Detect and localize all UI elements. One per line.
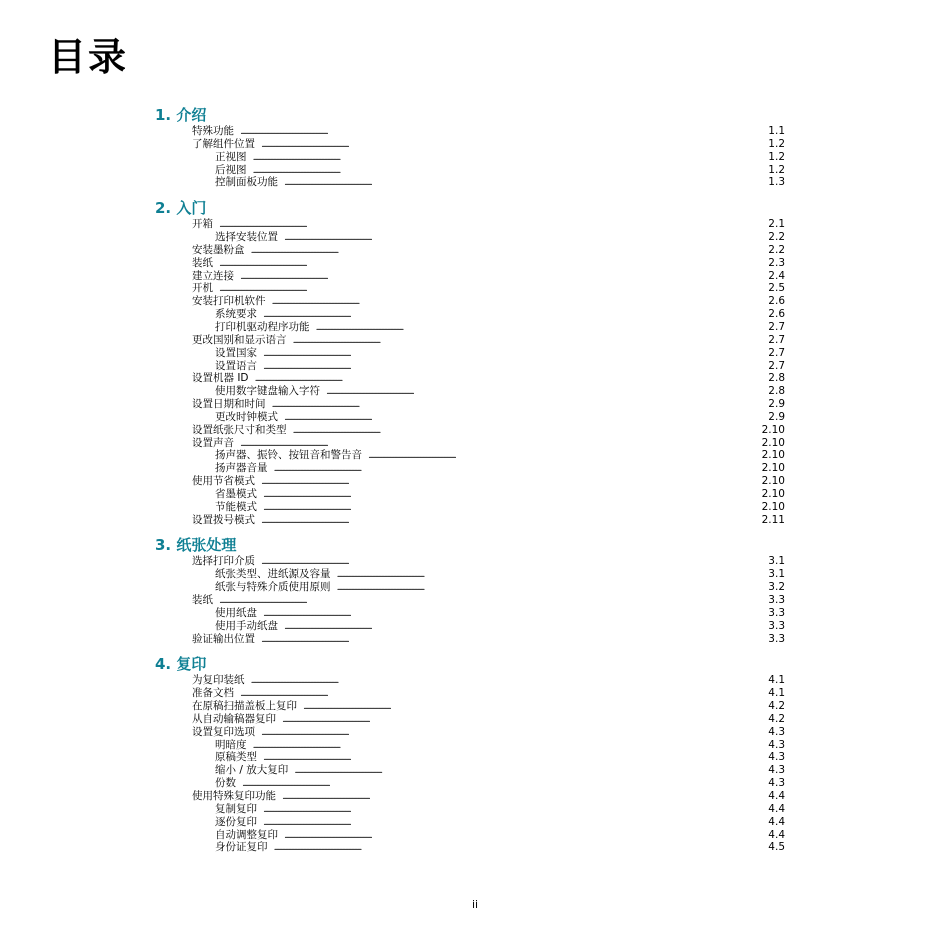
toc-entry[interactable]	[155, 816, 785, 829]
toc-entry-page: 2.10	[761, 500, 785, 513]
page-number: ii	[471, 898, 479, 911]
dot-leader	[219, 594, 761, 608]
toc-entry-label: 装纸	[192, 594, 213, 606]
toc-entry[interactable]	[155, 218, 785, 231]
toc-entry-page: 2.7	[768, 359, 785, 372]
toc-entry-label: 设置纸张尺寸和类型	[192, 423, 287, 436]
toc-entry-label: 缩小 / 放大复印	[215, 764, 289, 777]
toc-entry-label: 身份证复印	[215, 841, 268, 854]
dot-leader	[293, 424, 758, 438]
toc-entry-label: 从自动输稿器复印	[192, 712, 276, 725]
toc-entry-page: 4.3	[768, 764, 785, 777]
toc-entry-label: 特殊功能	[192, 125, 234, 137]
toc-entry-page: 2.8	[768, 385, 785, 398]
toc-entry-label: 份数	[215, 777, 236, 790]
dot-leader	[337, 568, 762, 582]
toc-entry-label: 明暗度	[215, 738, 247, 751]
dot-leader	[263, 816, 761, 830]
toc-entry-page: 2.9	[768, 410, 785, 423]
toc-entry-label: 了解组件位置	[192, 137, 255, 150]
dot-leader	[261, 633, 761, 647]
toc-entry-page: 4.4	[768, 815, 785, 828]
toc-entry[interactable]	[155, 751, 785, 764]
toc-entry-page: 3.1	[768, 555, 785, 568]
toc-entry-label: 选择打印介质	[192, 555, 255, 568]
toc-entry-label: 使用数字键盘输入字符	[215, 385, 320, 398]
toc-entry-page: 3.3	[768, 619, 785, 632]
toc-entry-label: 扬声器音量	[215, 462, 268, 475]
toc-entry-page: 2.5	[768, 282, 785, 295]
dot-leader	[263, 751, 761, 765]
chapter-heading[interactable]: 2. 入门	[155, 199, 207, 218]
toc-entry[interactable]	[155, 739, 785, 752]
dot-leader	[261, 555, 761, 569]
dot-leader	[261, 514, 758, 528]
toc-entry[interactable]	[155, 501, 785, 514]
toc-entry[interactable]	[155, 282, 785, 295]
toc-entry-page: 2.2	[768, 243, 785, 256]
toc-entry[interactable]	[155, 555, 785, 568]
toc-entry-page: 4.2	[768, 712, 785, 725]
dot-leader	[219, 257, 761, 271]
toc-entry-label: 原稿类型	[215, 751, 257, 764]
toc-entry-label: 使用节省模式	[192, 475, 255, 488]
toc-entry[interactable]	[155, 411, 785, 424]
dot-leader	[263, 360, 761, 374]
table-of-contents	[155, 106, 785, 864]
toc-entry-page: 2.6	[768, 308, 785, 321]
toc-entry-label: 设置国家	[215, 346, 257, 359]
toc-entry[interactable]	[155, 449, 785, 462]
dot-leader	[242, 777, 761, 791]
toc-entry-page: 2.10	[761, 487, 785, 500]
toc-entry-page: 1.3	[768, 176, 785, 189]
toc-entry-page: 1.2	[768, 137, 785, 150]
dot-leader	[263, 607, 761, 621]
toc-entry-label: 设置机器 ID	[192, 372, 249, 385]
toc-entry-label: 开机	[192, 282, 213, 295]
toc-entry[interactable]	[155, 777, 785, 790]
toc-entry-label: 建立连接	[192, 269, 234, 282]
toc-entry[interactable]	[155, 270, 785, 283]
toc-entry-label: 使用手动纸盘	[215, 619, 278, 632]
toc-entry[interactable]	[155, 138, 785, 151]
toc-entry[interactable]	[155, 700, 785, 713]
toc-entry-label: 验证输出位置	[192, 632, 255, 645]
toc-entry-label: 开箱	[192, 218, 213, 231]
toc-entry[interactable]	[155, 151, 785, 164]
dot-leader	[284, 176, 761, 190]
dot-leader	[261, 138, 761, 152]
dot-leader	[337, 581, 762, 595]
toc-entry-page: 2.10	[761, 449, 785, 462]
toc-chapter	[155, 199, 785, 526]
toc-entry[interactable]	[155, 674, 785, 687]
toc-entry-page: 2.7	[768, 333, 785, 346]
toc-entry[interactable]	[155, 334, 785, 347]
toc-entry-label: 节能模式	[215, 500, 257, 513]
toc-entry-page: 4.3	[768, 725, 785, 738]
chapter-heading[interactable]: 3. 纸张处理	[155, 536, 237, 555]
chapter-heading[interactable]: 1. 介绍	[155, 106, 207, 124]
dot-leader	[263, 347, 761, 361]
dot-leader	[255, 372, 761, 386]
toc-entry-label: 使用特殊复印功能	[192, 789, 276, 802]
toc-entry[interactable]	[155, 726, 785, 739]
toc-entry-label: 设置拨号模式	[192, 513, 255, 526]
toc-entry-label: 设置语言	[215, 359, 257, 372]
toc-entry-label: 系统要求	[215, 308, 257, 321]
dot-leader	[293, 334, 762, 348]
toc-entry[interactable]	[155, 176, 785, 189]
toc-entry-page: 2.9	[768, 398, 785, 411]
toc-entry-page: 4.4	[768, 802, 785, 815]
toc-entry[interactable]	[155, 347, 785, 360]
toc-entry-label: 设置日期和时间	[192, 398, 266, 411]
toc-entry[interactable]	[155, 424, 785, 437]
toc-entry-page: 4.1	[768, 674, 785, 687]
toc-entry-page: 4.5	[768, 841, 785, 854]
toc-entry-page: 2.3	[768, 256, 785, 269]
toc-entry-label: 准备文档	[192, 687, 234, 700]
toc-entry-page: 4.4	[768, 828, 785, 841]
dot-leader	[284, 411, 761, 425]
dot-leader	[326, 385, 761, 399]
dot-leader	[263, 501, 758, 515]
dot-leader	[251, 674, 762, 688]
toc-entry-page: 2.6	[768, 295, 785, 308]
toc-entry[interactable]	[155, 295, 785, 308]
toc-entry-page: 4.4	[768, 789, 785, 802]
dot-leader	[282, 713, 761, 727]
toc-entry-label: 在原稿扫描盖板上复印	[192, 700, 297, 713]
toc-entry[interactable]	[155, 385, 785, 398]
dot-leader	[261, 475, 758, 489]
toc-entry-page: 2.1	[768, 218, 785, 231]
toc-entry[interactable]	[155, 803, 785, 816]
dot-leader	[253, 164, 762, 178]
toc-entry-label: 纸张类型、进纸源及容量	[215, 568, 331, 581]
toc-chapter	[155, 536, 785, 645]
dot-leader	[240, 270, 761, 284]
toc-entry-page: 2.2	[768, 231, 785, 244]
toc-entry-page: 1.2	[768, 150, 785, 163]
toc-entry[interactable]	[155, 164, 785, 177]
toc-entry-page: 2.10	[761, 423, 785, 436]
toc-entry[interactable]	[155, 231, 785, 244]
dot-leader	[253, 151, 762, 165]
toc-entry-label: 更改时钟模式	[215, 410, 278, 423]
toc-entry-page: 4.3	[768, 738, 785, 751]
toc-entry-page: 3.2	[768, 581, 785, 594]
dot-leader	[294, 764, 761, 778]
dot-leader	[251, 244, 762, 258]
toc-entry[interactable]	[155, 257, 785, 270]
toc-entry-page: 2.4	[768, 269, 785, 282]
dot-leader	[240, 125, 761, 139]
dot-leader	[261, 726, 761, 740]
chapter-heading[interactable]: 4. 复印	[155, 655, 207, 674]
toc-entry-label: 设置复印选项	[192, 725, 255, 738]
toc-entry-page: 2.7	[768, 320, 785, 333]
toc-entry[interactable]	[155, 462, 785, 475]
toc-entry-page: 3.3	[768, 594, 785, 606]
dot-leader	[219, 218, 761, 232]
toc-entry[interactable]	[155, 321, 785, 334]
toc-entry-label: 省墨模式	[215, 487, 257, 500]
toc-chapter	[155, 655, 785, 854]
toc-entry[interactable]	[155, 581, 785, 594]
toc-entry-page: 1.2	[768, 163, 785, 176]
toc-entry-page: 4.1	[768, 687, 785, 700]
toc-entry-page: 2.10	[761, 475, 785, 488]
toc-entry-label: 为复印装纸	[192, 674, 245, 687]
toc-entry-label: 复制复印	[215, 802, 257, 815]
toc-entry-page: 2.11	[761, 513, 785, 526]
toc-entry[interactable]	[155, 437, 785, 450]
dot-leader	[263, 308, 761, 322]
toc-entry[interactable]	[155, 488, 785, 501]
toc-entry[interactable]	[155, 125, 785, 138]
page-title: 目录	[48, 35, 129, 79]
toc-entry[interactable]	[155, 594, 785, 607]
toc-entry-label: 设置声音	[192, 436, 234, 449]
dot-leader	[316, 321, 762, 335]
toc-entry-page: 2.10	[761, 436, 785, 449]
toc-entry[interactable]	[155, 713, 785, 726]
toc-entry[interactable]	[155, 607, 785, 620]
toc-entry-label: 选择安装位置	[215, 231, 278, 244]
toc-entry[interactable]	[155, 244, 785, 257]
toc-entry-page: 2.7	[768, 346, 785, 359]
toc-entry-label: 控制面板功能	[215, 176, 278, 189]
toc-entry[interactable]	[155, 841, 785, 854]
toc-chapter	[155, 106, 785, 189]
toc-entry-page: 3.3	[768, 632, 785, 645]
toc-entry[interactable]	[155, 633, 785, 646]
dot-leader	[219, 282, 761, 296]
dot-leader	[240, 687, 761, 701]
toc-entry[interactable]	[155, 360, 785, 373]
toc-entry-page: 2.10	[761, 462, 785, 475]
toc-entry-page: 4.3	[768, 751, 785, 764]
dot-leader	[284, 620, 761, 634]
toc-entry[interactable]	[155, 398, 785, 411]
toc-entry[interactable]	[155, 829, 785, 842]
toc-entry[interactable]	[155, 475, 785, 488]
toc-entry[interactable]	[155, 764, 785, 777]
dot-leader	[284, 231, 761, 245]
toc-entry-label: 正视图	[215, 150, 247, 163]
toc-entry[interactable]	[155, 372, 785, 385]
toc-entry-label: 扬声器、振铃、按钮音和警告音	[215, 449, 362, 462]
toc-entry-label: 自动调整复印	[215, 828, 278, 841]
toc-entry-page: 3.3	[768, 606, 785, 619]
dot-leader	[253, 739, 762, 753]
toc-entry-label: 后视图	[215, 163, 247, 176]
toc-entry-label: 安装墨粉盒	[192, 243, 245, 256]
toc-entry-label: 装纸	[192, 256, 213, 269]
dot-leader	[274, 462, 758, 476]
toc-entry-page: 2.8	[768, 372, 785, 385]
toc-entry-page: 3.1	[768, 568, 785, 581]
toc-entry[interactable]	[155, 514, 785, 527]
dot-leader	[272, 398, 762, 412]
toc-entry[interactable]	[155, 620, 785, 633]
toc-entry-page: 1.1	[768, 125, 785, 137]
dot-leader	[284, 829, 761, 843]
dot-leader	[282, 790, 761, 804]
dot-leader	[274, 841, 762, 855]
toc-entry-label: 逐份复印	[215, 815, 257, 828]
toc-entry-page: 4.3	[768, 777, 785, 790]
toc-entry[interactable]	[155, 308, 785, 321]
dot-leader	[272, 295, 762, 309]
dot-leader	[263, 803, 761, 817]
dot-leader	[263, 488, 758, 502]
toc-entry-label: 纸张与特殊介质使用原则	[215, 581, 331, 594]
toc-entry[interactable]	[155, 687, 785, 700]
toc-entry-label: 打印机驱动程序功能	[215, 320, 310, 333]
toc-entry-label: 使用纸盘	[215, 606, 257, 619]
toc-entry-label: 更改国别和显示语言	[192, 333, 287, 346]
toc-entry[interactable]	[155, 568, 785, 581]
dot-leader	[368, 449, 758, 463]
toc-entry-page: 4.2	[768, 700, 785, 713]
toc-entry-label: 安装打印机软件	[192, 295, 266, 308]
toc-entry[interactable]	[155, 790, 785, 803]
dot-leader	[303, 700, 761, 714]
